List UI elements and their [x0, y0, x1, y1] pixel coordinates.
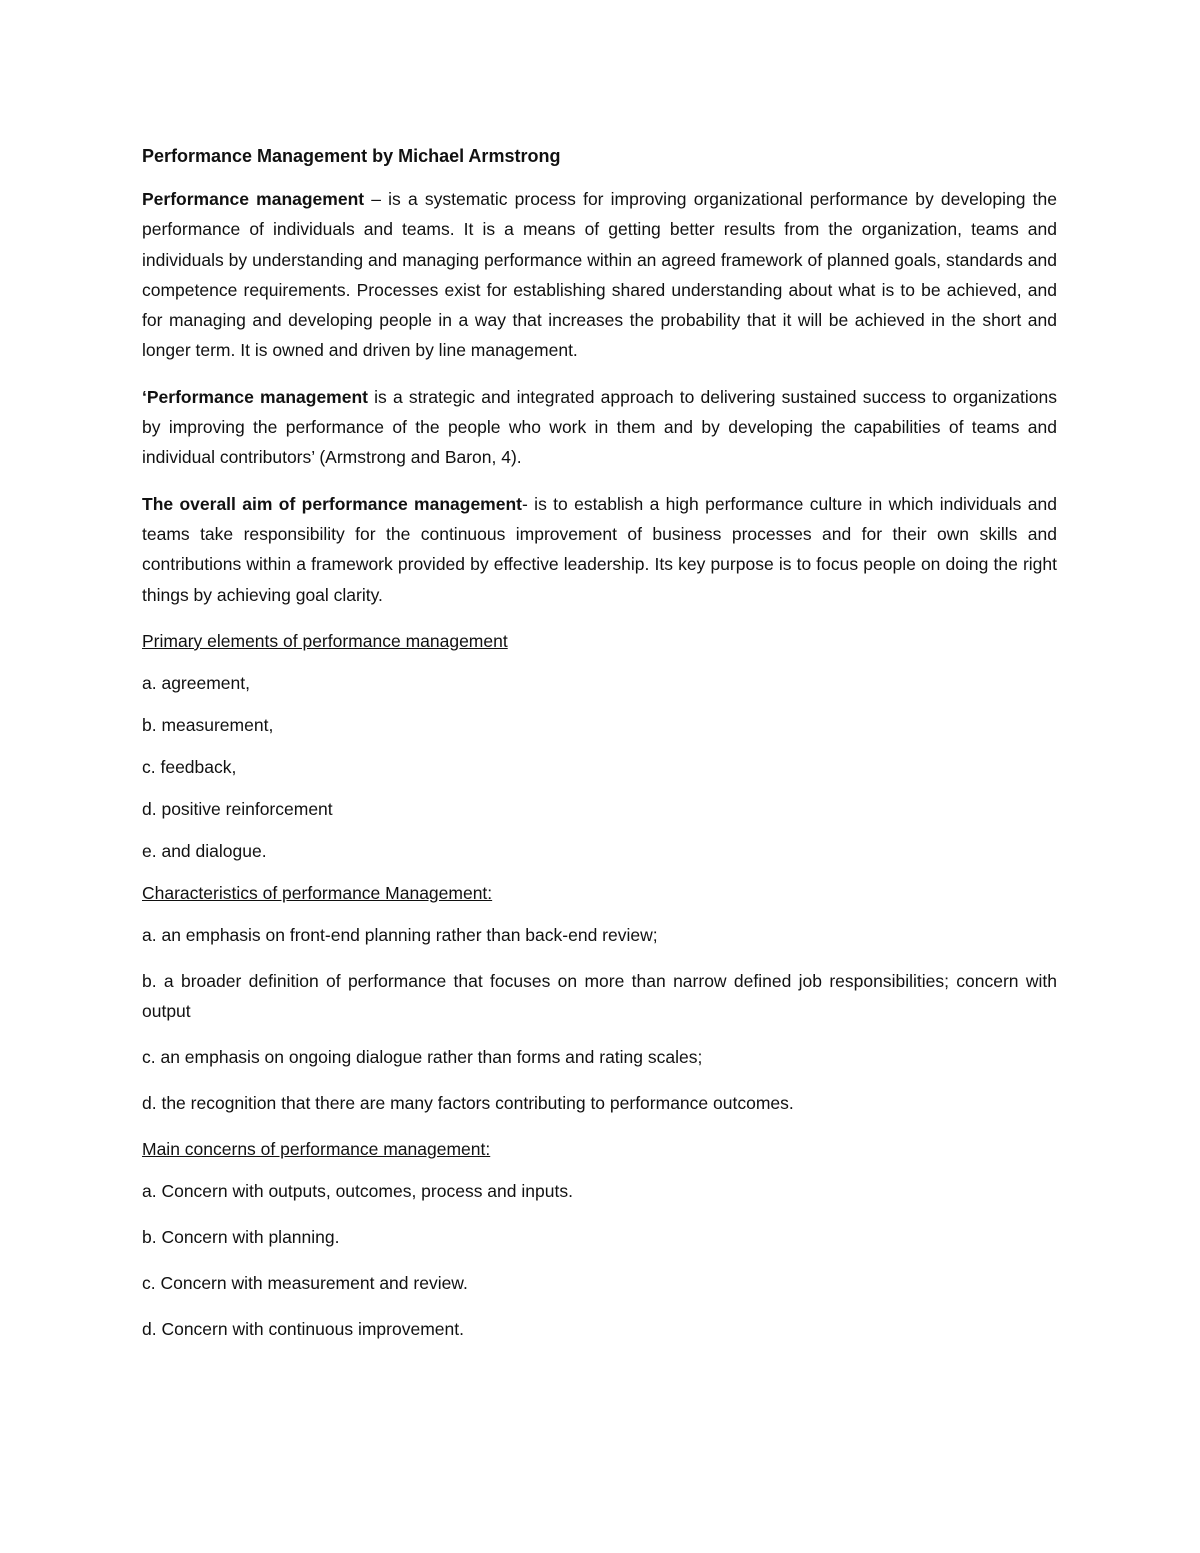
list-item: b. Concern with planning.	[142, 1226, 340, 1247]
paragraph-overall-aim	[142, 489, 1057, 610]
document-page	[142, 142, 1057, 1360]
term-bold: ‘Performance management	[142, 386, 368, 407]
paragraph-text: – is a systematic process for improving organizational performance by developing the performance of individuals and teams. It is a means of getting better results from the organization, teams and individuals by understanding and managing performance within an agreed framework of planned goals, standards and competence requirements. Processes exist for establishing shared understanding about what is to be achieved, and for managing and developing people in a way that increases the probability that it will be achieved in the short and longer term. It is owned and driven by line management.	[142, 189, 1057, 361]
list-item: a. Concern with outputs, outcomes, process and inputs.	[142, 1180, 573, 1201]
list-item: e. and dialogue.	[142, 840, 267, 861]
list-item: c. feedback,	[142, 756, 237, 777]
paragraph-text: - is to establish a high performance culture in which individuals and teams take responsibility for the continuous improvement of business processes and for their own skills and contributions within a framework provided by effective leadership. Its key purpose is to focus people on doing the right things by achieving goal clarity.	[142, 493, 1057, 605]
list-item: c. Concern with measurement and review.	[142, 1272, 468, 1293]
list-item: b. a broader definition of performance that focuses on more than narrow defined job responsibilities; concern with output	[142, 970, 1057, 1021]
paragraph-definition-1	[142, 184, 1057, 366]
section-heading-primary-elements: Primary elements of performance management	[142, 630, 508, 651]
document-title: Performance Management by Michael Armstrong	[142, 146, 561, 166]
paragraph-definition-2	[142, 382, 1057, 473]
list-item: d. Concern with continuous improvement.	[142, 1318, 464, 1339]
list-item: d. positive reinforcement	[142, 798, 333, 819]
list-item: a. an emphasis on front-end planning rather than back-end review;	[142, 924, 658, 945]
list-item: b. measurement,	[142, 714, 274, 735]
list-item: d. the recognition that there are many factors contributing to performance outcomes.	[142, 1092, 794, 1113]
term-bold: Performance management	[142, 189, 365, 209]
term-bold: The overall aim of performance management	[142, 493, 522, 514]
section-heading-characteristics: Characteristics of performance Management:	[142, 882, 493, 903]
list-item: c. an emphasis on ongoing dialogue rather than forms and rating scales;	[142, 1046, 703, 1067]
section-heading-main-concerns: Main concerns of performance management:	[142, 1138, 491, 1159]
list-item: a. agreement,	[142, 672, 250, 693]
paragraph-text: is a strategic and integrated approach to delivering sustained success to organizations by improving the performance of the people who work in them and by developing the capabilities of teams and individual contributors’ (Armstrong and Baron, 4).	[142, 386, 1057, 468]
